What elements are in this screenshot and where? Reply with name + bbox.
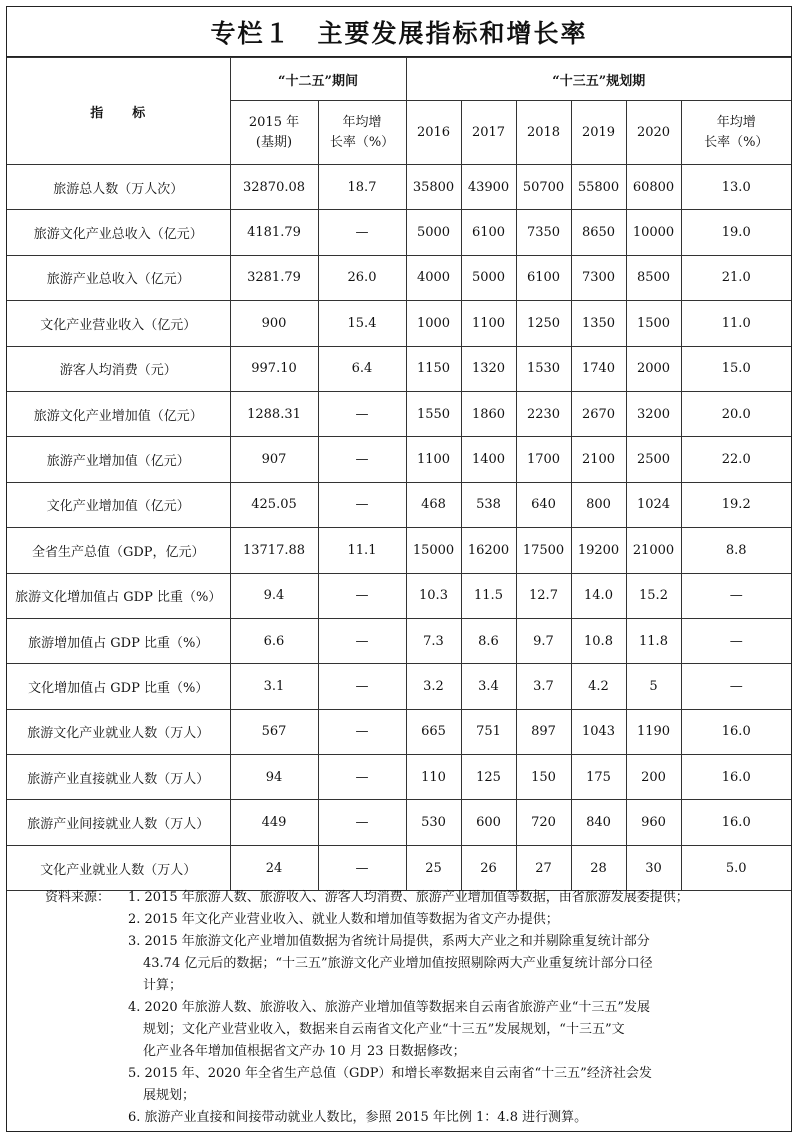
year-value-cell: 7350 — [516, 210, 571, 255]
year-header: 2016 — [406, 101, 461, 165]
period-13-header: “十三五”规划期 — [406, 58, 791, 101]
year-value-cell: 665 — [406, 709, 461, 754]
indicators-table — [7, 57, 791, 891]
year-value-cell: 640 — [516, 482, 571, 527]
notes-label: 资料来源： — [45, 890, 111, 905]
table-row — [7, 391, 791, 436]
year-value-cell: 3.2 — [406, 664, 461, 709]
header-row-1 — [7, 58, 791, 101]
year-value-cell: 7300 — [571, 255, 626, 300]
year-value-cell: 1400 — [461, 437, 516, 482]
base-year-line2: (基期) — [255, 134, 293, 150]
row-label: 旅游总人数（万人次） — [7, 165, 230, 210]
year-header: 2020 — [626, 101, 681, 165]
year-value-cell: 1043 — [571, 709, 626, 754]
year-value-cell: 2670 — [571, 391, 626, 436]
year-value-cell: 960 — [626, 800, 681, 845]
base-year-line1: 2015 年 — [248, 114, 300, 130]
table-row — [7, 165, 791, 210]
row-label: 旅游文化产业就业人数（万人） — [7, 709, 230, 754]
year-value-cell: 3.7 — [516, 664, 571, 709]
row-label: 旅游产业直接就业人数（万人） — [7, 755, 230, 800]
year-value-cell: 175 — [571, 755, 626, 800]
note-line: 化产业各年增加值根据省文产办 10 月 23 日数据修改； — [143, 1044, 466, 1059]
year-value-cell: 8500 — [626, 255, 681, 300]
table-row — [7, 664, 791, 709]
year-value-cell: 5000 — [406, 210, 461, 255]
table-row — [7, 301, 791, 346]
row-label: 游客人均消费（元） — [7, 346, 230, 391]
table-row — [7, 618, 791, 663]
year-value-cell: 800 — [571, 482, 626, 527]
year-value-cell: 110 — [406, 755, 461, 800]
row-label: 旅游产业总收入（亿元） — [7, 255, 230, 300]
year-value-cell: 35800 — [406, 165, 461, 210]
row-label: 全省生产总值（GDP，亿元） — [7, 528, 230, 573]
page-title — [7, 7, 791, 57]
year-value-cell: 30 — [626, 845, 681, 890]
growth-12-cell: — — [318, 482, 406, 527]
year-value-cell: 751 — [461, 709, 516, 754]
note-line: 展规划； — [143, 1088, 196, 1103]
growth-13-cell: 19.2 — [681, 482, 791, 527]
row-label: 文化产业就业人数（万人） — [7, 845, 230, 890]
year-value-cell: 840 — [571, 800, 626, 845]
growth-13-cell: 22.0 — [681, 437, 791, 482]
year-value-cell: 8.6 — [461, 618, 516, 663]
year-value-cell: 1500 — [626, 301, 681, 346]
year-value-cell: 1250 — [516, 301, 571, 346]
row-label: 旅游文化产业增加值（亿元） — [7, 391, 230, 436]
period-12-header: “十二五”期间 — [230, 58, 406, 101]
row-label: 文化增加值占 GDP 比重（%） — [7, 664, 230, 709]
year-value-cell: 4000 — [406, 255, 461, 300]
growth-12-cell: — — [318, 391, 406, 436]
year-value-cell: 17500 — [516, 528, 571, 573]
table-row — [7, 482, 791, 527]
growth-13-cell: 5.0 — [681, 845, 791, 890]
row-label: 文化产业营业收入（亿元） — [7, 301, 230, 346]
growth-13-cell: 15.0 — [681, 346, 791, 391]
base-value-cell: 900 — [230, 301, 318, 346]
base-value-cell: 6.6 — [230, 618, 318, 663]
table-row — [7, 437, 791, 482]
year-value-cell: 43900 — [461, 165, 516, 210]
year-value-cell: 55800 — [571, 165, 626, 210]
year-value-cell: 1530 — [516, 346, 571, 391]
base-value-cell: 3281.79 — [230, 255, 318, 300]
growth-13-cell: 16.0 — [681, 755, 791, 800]
row-label: 旅游文化增加值占 GDP 比重（%） — [7, 573, 230, 618]
table-frame — [6, 6, 792, 1132]
year-value-cell: 10.3 — [406, 573, 461, 618]
base-value-cell: 425.05 — [230, 482, 318, 527]
year-value-cell: 1000 — [406, 301, 461, 346]
base-value-cell: 32870.08 — [230, 165, 318, 210]
table-row — [7, 528, 791, 573]
year-value-cell: 2100 — [571, 437, 626, 482]
note-line: 1. 2015 年旅游人数、旅游收入、游客人均消费、旅游产业增加值等数据，由省旅游发展委提供； — [128, 890, 689, 905]
year-value-cell: 4.2 — [571, 664, 626, 709]
row-label: 旅游产业间接就业人数（万人） — [7, 800, 230, 845]
year-value-cell: 538 — [461, 482, 516, 527]
row-label: 旅游增加值占 GDP 比重（%） — [7, 618, 230, 663]
growth-12-cell: 15.4 — [318, 301, 406, 346]
year-value-cell: 25 — [406, 845, 461, 890]
base-value-cell: 1288.31 — [230, 391, 318, 436]
growth-12-line2: 长率（%） — [329, 134, 395, 150]
table-row — [7, 709, 791, 754]
table-row — [7, 845, 791, 890]
year-value-cell: 1550 — [406, 391, 461, 436]
growth-13-cell: 21.0 — [681, 255, 791, 300]
base-value-cell: 94 — [230, 755, 318, 800]
growth-12-cell: — — [318, 210, 406, 255]
title-main: 主要发展指标和增长率 — [317, 18, 588, 48]
table-row — [7, 255, 791, 300]
year-value-cell: 2500 — [626, 437, 681, 482]
base-value-cell: 24 — [230, 845, 318, 890]
growth-12-cell: — — [318, 664, 406, 709]
year-value-cell: 11.8 — [626, 618, 681, 663]
year-value-cell: 1150 — [406, 346, 461, 391]
base-value-cell: 449 — [230, 800, 318, 845]
year-value-cell: 6100 — [461, 210, 516, 255]
note-line: 计算； — [143, 978, 183, 993]
year-value-cell: 1024 — [626, 482, 681, 527]
growth-12-cell: — — [318, 845, 406, 890]
note-line: 43.74 亿元后的数据；“十三五”旅游文化产业增加值按照剔除两大产业重复统计部分口径 — [143, 956, 653, 971]
base-value-cell: 997.10 — [230, 346, 318, 391]
year-value-cell: 28 — [571, 845, 626, 890]
year-value-cell: 10000 — [626, 210, 681, 255]
year-value-cell: 6100 — [516, 255, 571, 300]
year-value-cell: 5000 — [461, 255, 516, 300]
growth-13-cell: 8.8 — [681, 528, 791, 573]
year-value-cell: 1740 — [571, 346, 626, 391]
note-line: 规划；文化产业营业收入，数据来自云南省文化产业“十三五”发展规划，“十三五”文 — [143, 1022, 625, 1037]
year-value-cell: 1700 — [516, 437, 571, 482]
title-prefix: 专栏１ — [210, 18, 292, 48]
growth-13-cell: 19.0 — [681, 210, 791, 255]
note-line: 6. 旅游产业直接和间接带动就业人数比，参照 2015 年比例 1：4.8 进行测算。 — [128, 1110, 588, 1125]
growth-13-cell: 20.0 — [681, 391, 791, 436]
growth-13-cell: 11.0 — [681, 301, 791, 346]
year-value-cell: 150 — [516, 755, 571, 800]
growth-13-cell: — — [681, 664, 791, 709]
growth-13-cell: — — [681, 618, 791, 663]
year-value-cell: 3200 — [626, 391, 681, 436]
growth-12-cell: — — [318, 709, 406, 754]
year-value-cell: 1100 — [406, 437, 461, 482]
base-value-cell: 3.1 — [230, 664, 318, 709]
growth-12-cell: — — [318, 800, 406, 845]
base-value-cell: 9.4 — [230, 573, 318, 618]
row-label: 文化产业增加值（亿元） — [7, 482, 230, 527]
growth-12-line1: 年均增 — [342, 114, 382, 130]
growth-12-cell: 26.0 — [318, 255, 406, 300]
row-label: 旅游产业增加值（亿元） — [7, 437, 230, 482]
base-year-header — [230, 101, 318, 165]
growth-13-cell: — — [681, 573, 791, 618]
year-value-cell: 12.7 — [516, 573, 571, 618]
year-header: 2018 — [516, 101, 571, 165]
indicator-header: 指 标 — [7, 58, 230, 165]
year-value-cell: 2000 — [626, 346, 681, 391]
year-value-cell: 14.0 — [571, 573, 626, 618]
growth-12-cell: — — [318, 755, 406, 800]
note-line: 2. 2015 年文化产业营业收入、就业人数和增加值等数据为省文产办提供； — [128, 912, 559, 927]
base-value-cell: 567 — [230, 709, 318, 754]
growth-12-cell: 18.7 — [318, 165, 406, 210]
growth-12-cell: 6.4 — [318, 346, 406, 391]
year-value-cell: 10.8 — [571, 618, 626, 663]
year-value-cell: 8650 — [571, 210, 626, 255]
year-value-cell: 5 — [626, 664, 681, 709]
note-line: 3. 2015 年旅游文化产业增加值数据为省统计局提供，系两大产业之和并剔除重复统计部分 — [128, 934, 650, 949]
year-value-cell: 60800 — [626, 165, 681, 210]
year-header: 2019 — [571, 101, 626, 165]
growth-12-cell: — — [318, 618, 406, 663]
note-line: 4. 2020 年旅游人数、旅游收入、旅游产业增加值等数据来自云南省旅游产业“十三五”发展 — [128, 1000, 651, 1015]
year-value-cell: 50700 — [516, 165, 571, 210]
year-value-cell: 600 — [461, 800, 516, 845]
year-value-cell: 468 — [406, 482, 461, 527]
year-value-cell: 1190 — [626, 709, 681, 754]
year-value-cell: 19200 — [571, 528, 626, 573]
base-value-cell: 13717.88 — [230, 528, 318, 573]
year-value-cell: 15.2 — [626, 573, 681, 618]
year-value-cell: 16200 — [461, 528, 516, 573]
table-row — [7, 573, 791, 618]
growth-13-header — [681, 101, 791, 165]
growth-12-cell: — — [318, 437, 406, 482]
growth-13-line1: 年均增 — [716, 114, 756, 130]
growth-12-cell: — — [318, 573, 406, 618]
table-row — [7, 210, 791, 255]
growth-12-cell: 11.1 — [318, 528, 406, 573]
year-value-cell: 2230 — [516, 391, 571, 436]
table-row — [7, 346, 791, 391]
base-value-cell: 907 — [230, 437, 318, 482]
year-value-cell: 1320 — [461, 346, 516, 391]
table-row — [7, 755, 791, 800]
growth-13-line2: 长率（%） — [704, 134, 769, 150]
year-value-cell: 125 — [461, 755, 516, 800]
year-value-cell: 11.5 — [461, 573, 516, 618]
year-value-cell: 3.4 — [461, 664, 516, 709]
growth-12-header — [318, 101, 406, 165]
row-label: 旅游文化产业总收入（亿元） — [7, 210, 230, 255]
note-line: 5. 2015 年、2020 年全省生产总值（GDP）和增长率数据来自云南省“十三五”经济社会发 — [128, 1066, 652, 1081]
year-value-cell: 27 — [516, 845, 571, 890]
year-value-cell: 720 — [516, 800, 571, 845]
growth-13-cell: 16.0 — [681, 709, 791, 754]
year-value-cell: 200 — [626, 755, 681, 800]
growth-13-cell: 13.0 — [681, 165, 791, 210]
year-value-cell: 7.3 — [406, 618, 461, 663]
year-header: 2017 — [461, 101, 516, 165]
year-value-cell: 9.7 — [516, 618, 571, 663]
year-value-cell: 15000 — [406, 528, 461, 573]
year-value-cell: 897 — [516, 709, 571, 754]
table-row — [7, 800, 791, 845]
year-value-cell: 21000 — [626, 528, 681, 573]
year-value-cell: 1350 — [571, 301, 626, 346]
year-value-cell: 530 — [406, 800, 461, 845]
growth-13-cell: 16.0 — [681, 800, 791, 845]
year-value-cell: 1860 — [461, 391, 516, 436]
year-value-cell: 26 — [461, 845, 516, 890]
base-value-cell: 4181.79 — [230, 210, 318, 255]
year-value-cell: 1100 — [461, 301, 516, 346]
